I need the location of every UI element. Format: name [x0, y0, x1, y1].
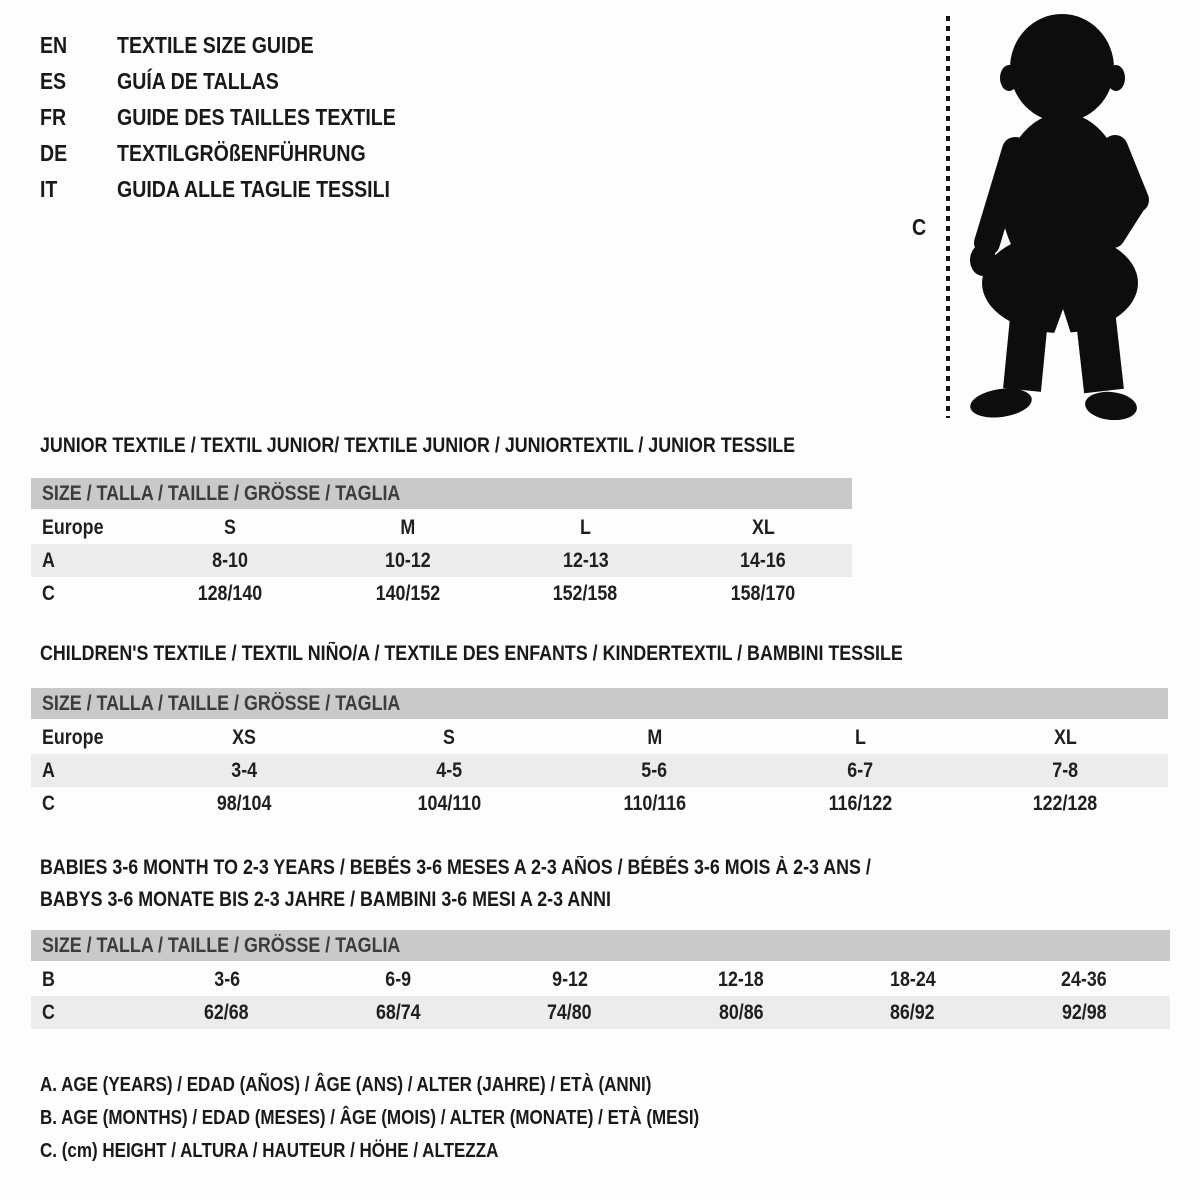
table-row: [31, 721, 1168, 754]
row-cell: 6-9: [385, 967, 412, 991]
table-row: [31, 787, 1168, 820]
lang-code-de: DE: [40, 139, 68, 166]
section-title-babies: [40, 852, 1018, 916]
legend-line-c: C. (cm) HEIGHT / ALTURA / HAUTEUR / HÖHE / ALTEZZA: [40, 1140, 499, 1162]
lang-code-es: ES: [40, 67, 67, 94]
lang-row-es: [40, 63, 445, 99]
lang-label-en: TEXTILE SIZE GUIDE: [117, 31, 314, 58]
table-row: [31, 996, 1170, 1029]
size-table-babies: [31, 930, 1170, 1029]
row-cell: 6-7: [847, 758, 873, 782]
row-cell: 3-6: [213, 967, 240, 991]
size-header-label: SIZE / TALLA / TAILLE / GRÖSSE / TAGLIA: [42, 691, 401, 715]
figure-height-label: C: [912, 214, 927, 240]
row-cell: 158/170: [730, 581, 796, 605]
row-cell: 10-12: [384, 548, 431, 572]
row-cell: XL: [1053, 725, 1077, 749]
row-cell: 116/122: [828, 791, 892, 815]
size-table-children: [31, 688, 1168, 820]
row-cell: 9-12: [551, 967, 588, 991]
lang-label-de: TEXTILGRÖßENFÜHRUNG: [117, 139, 366, 166]
lang-row-it: [40, 171, 445, 207]
baby-silhouette-icon: [955, 8, 1155, 420]
row-cell: 8-10: [212, 548, 248, 572]
row-cell: 18-24: [889, 967, 936, 991]
table-row: [31, 511, 852, 544]
table-row: [31, 577, 852, 610]
row-cell: M: [647, 725, 662, 749]
lang-code-en: EN: [40, 31, 68, 58]
row-label: C: [42, 791, 55, 815]
legend: [40, 1069, 816, 1168]
row-cell: 110/116: [623, 791, 686, 815]
row-cell: 152/158: [553, 581, 618, 605]
row-cell: 7-8: [1052, 758, 1079, 782]
row-label: Europe: [42, 515, 104, 539]
row-cell: L: [579, 515, 591, 539]
lang-label-es: GUÍA DE TALLAS: [117, 67, 279, 94]
row-cell: 12-18: [718, 967, 765, 991]
row-cell: S: [443, 725, 456, 749]
row-cell: S: [223, 515, 236, 539]
row-cell: 12-13: [562, 548, 609, 572]
lang-label-fr: GUIDE DES TAILLES TEXTILE: [117, 103, 396, 130]
row-label: Europe: [42, 725, 104, 749]
row-cell: L: [854, 725, 866, 749]
row-cell: 74/80: [547, 1000, 593, 1024]
row-cell: 122/128: [1033, 791, 1098, 815]
row-label: A: [42, 758, 55, 782]
row-cell: M: [400, 515, 416, 539]
row-cell: 98/104: [216, 791, 271, 815]
section-title-children: CHILDREN'S TEXTILE / TEXTIL NIÑO/A / TEXTILE DES ENFANTS / KINDERTEXTIL / BAMBINI TESSILE: [40, 642, 903, 665]
row-cell: 92/98: [1061, 1000, 1107, 1024]
row-label: C: [42, 1000, 55, 1024]
row-cell: 4-5: [436, 758, 463, 782]
lang-code-it: IT: [40, 175, 58, 202]
size-header-label: SIZE / TALLA / TAILLE / GRÖSSE / TAGLIA: [42, 933, 401, 957]
babies-title-line2: BABYS 3-6 MONATE BIS 2-3 JAHRE / BAMBINI 3-6 MESI A 2-3 ANNI: [40, 888, 611, 911]
section-title-junior: JUNIOR TEXTILE / TEXTIL JUNIOR/ TEXTILE JUNIOR / JUNIORTEXTIL / JUNIOR TESSILE: [40, 434, 796, 457]
legend-line-a: A. AGE (YEARS) / EDAD (AÑOS) / ÂGE (ANS) / ALTER (JAHRE) / ETÀ (ANNI): [40, 1074, 652, 1096]
size-header-bar: [31, 688, 1168, 719]
row-cell: 14-16: [740, 548, 786, 572]
row-cell: 68/74: [375, 1000, 421, 1024]
height-measure-line: [946, 16, 950, 418]
row-cell: 62/68: [204, 1000, 250, 1024]
size-header-label: SIZE / TALLA / TAILLE / GRÖSSE / TAGLIA: [42, 481, 401, 505]
row-cell: XS: [231, 725, 256, 749]
legend-line-b: B. AGE (MONTHS) / EDAD (MESES) / ÂGE (MOIS) / ALTER (MONATE) / ETÀ (MESI): [40, 1107, 700, 1129]
row-label: B: [42, 967, 55, 991]
babies-title-line1: BABIES 3-6 MONTH TO 2-3 YEARS / BEBÉS 3-6 MESES A 2-3 AÑOS / BÉBÉS 3-6 MOIS À 2-3 ANS /: [40, 856, 871, 879]
row-cell: 5-6: [641, 758, 668, 782]
size-header-bar: [31, 478, 852, 509]
row-cell: 3-4: [230, 758, 257, 782]
row-label: A: [42, 548, 55, 572]
row-cell: 104/110: [417, 791, 481, 815]
table-row: [31, 544, 852, 577]
row-cell: XL: [751, 515, 775, 539]
lang-row-en: [40, 27, 445, 63]
row-cell: 140/152: [375, 581, 440, 605]
size-table-junior: [31, 478, 852, 610]
size-header-bar: [31, 930, 1170, 961]
lang-row-de: [40, 135, 445, 171]
table-row: [31, 963, 1170, 996]
row-cell: 80/86: [718, 1000, 764, 1024]
language-header: [40, 27, 445, 207]
table-row: [31, 754, 1168, 787]
row-cell: 128/140: [197, 581, 263, 605]
row-cell: 24-36: [1061, 967, 1108, 991]
lang-code-fr: FR: [40, 103, 67, 130]
row-label: C: [42, 581, 55, 605]
lang-row-fr: [40, 99, 445, 135]
row-cell: 86/92: [890, 1000, 936, 1024]
lang-label-it: GUIDA ALLE TAGLIE TESSILI: [117, 175, 390, 202]
